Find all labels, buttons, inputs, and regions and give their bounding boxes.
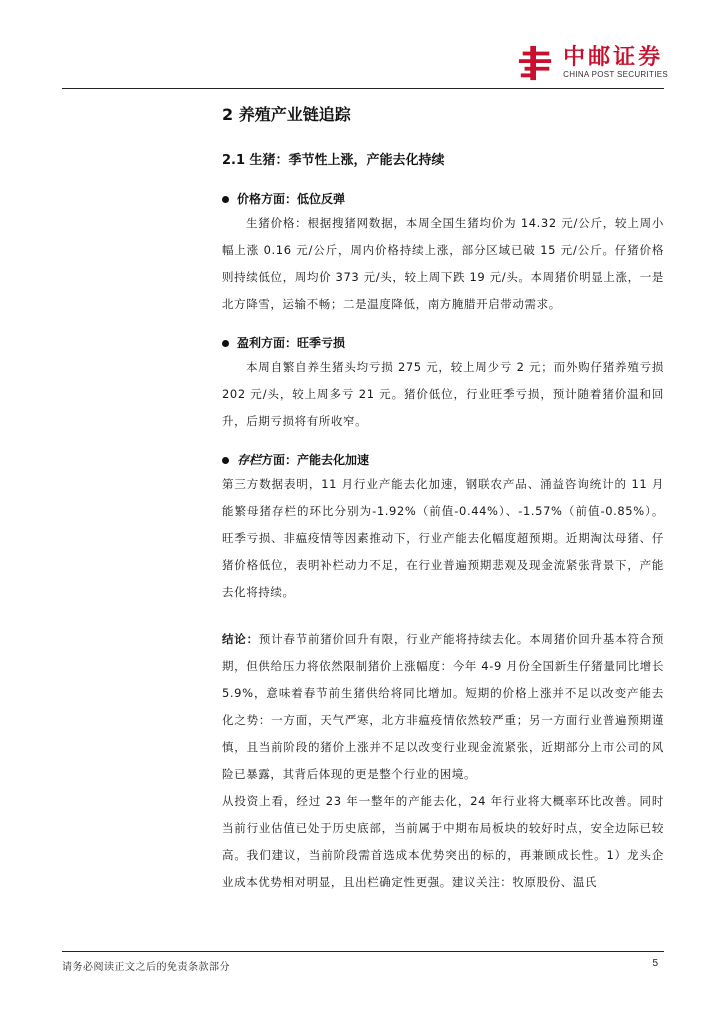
price-paragraph: 生猪价格：根据搜猪网数据，本周全国生猪均价为 14.32 元/公斤，较上周小幅上涨 0.16 元/公斤，周内价格持续上涨，部分区域已破 15 元/公斤。仔猪价格则持续低位，周均价 373 元/头，较上周下跌 19 元/头。本周猪价明显上涨，一是北方降雪，运输不畅；二是温度降低，南方腌腊开启带动需求。 (222, 216, 664, 311)
subsection-title: 2.1 生猪：季节性上涨，产能去化持续 (222, 153, 445, 168)
conclusion-paragraph (222, 626, 664, 788)
footer-divider (62, 951, 664, 952)
main-content (222, 96, 664, 896)
stock-heading-prefix: 存栏 (237, 453, 262, 467)
china-post-logo-icon (517, 44, 555, 82)
price-heading (222, 188, 664, 210)
profit-paragraph: 本周自繁自养生猪头均亏损 275 元，较上周少亏 2 元；而外购仔猪养殖亏损 202 元/头，较上周多亏 21 元。猪价低位，行业旺季亏损，预计随着猪价温和回升，后期亏损将有所收窄。 (222, 360, 664, 428)
bullet-icon (222, 196, 229, 203)
footer-disclaimer: 请务必阅读正文之后的免责条款部分 (62, 962, 230, 973)
stock-heading (222, 449, 664, 471)
bullet-icon (222, 457, 229, 464)
profit-heading (222, 332, 664, 354)
investment-paragraph: 从投资上看，经过 23 年一整年的产能去化，24 年行业将大概率环比改善。同时当前行业估值已处于历史底部，当前属于中期布局板块的较好时点，安全边际已较高。我们建议，当前阶段需首选成本优势突出的标的，再兼顾成长性。1）龙头企业成本优势相对明显，且出栏确定性更强。建议关注：牧原股份、温氏 (222, 794, 664, 889)
stock-heading-label: 方面：产能去化加速 (261, 453, 370, 467)
conclusion-text: 预计春节前猪价回升有限，行业产能将持续去化。本周猪价回升基本符合预期，但供给压力将依然限制猪价上涨幅度：今年 4-9 月份全国新生仔猪量同比增长 5.9%，意味着春节前生猪供给将同比增加。短期的价格上涨并不足以改变产能去化之势：一方面，天气严寒，北方非瘟疫情依然较严重；另一方面行业普遍预期谨慎，且当前阶段的猪价上涨并不足以改变行业现金流紧张，近期部分上市公司的风险已暴露，其背后体现的更是整个行业的困境。 (222, 632, 664, 781)
stock-paragraph: 第三方数据表明，11 月行业产能去化加速，钢联农产品、涌益咨询统计的 11 月能繁母猪存栏的环比分别为-1.92%（前值-0.44%）、-1.57%（前值-0.85%）。旺季亏损、非瘟疫情等因素推动下，行业产能去化幅度超预期。近期淘汰母猪、仔猪价格低位，表明补栏动力不足，在行业普遍预期悲观及现金流紧张背景下，产能去化将持续。 (222, 477, 664, 599)
page-number: 5 (652, 958, 658, 969)
bullet-icon (222, 340, 229, 347)
logo-chinese-text: 中邮证券 (563, 45, 664, 70)
conclusion-label: 结论： (222, 632, 259, 646)
logo-english-text: CHINA POST SECURITIES (563, 70, 668, 79)
header-logo (517, 44, 668, 82)
price-heading-label: 价格方面：低位反弹 (237, 192, 346, 206)
header-divider (62, 88, 664, 89)
profit-heading-label: 盈利方面：旺季亏损 (237, 336, 346, 350)
section-title: 2 养殖产业链追踪 (222, 105, 351, 124)
